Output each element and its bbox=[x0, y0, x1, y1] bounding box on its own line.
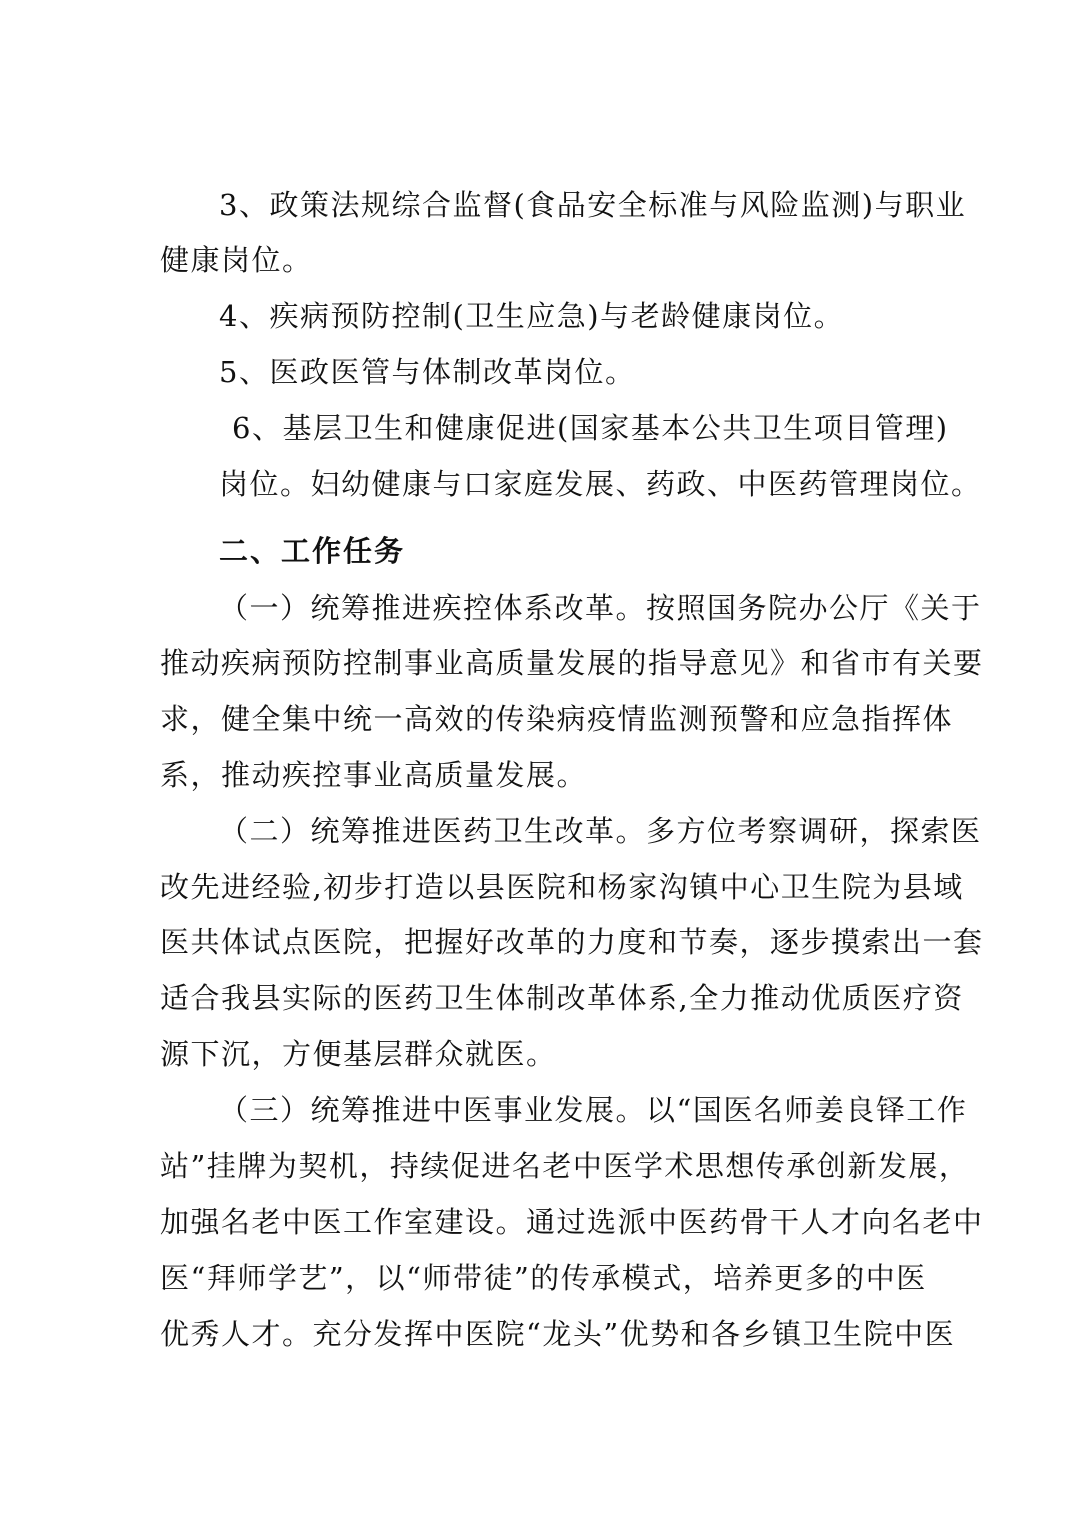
paragraph-line: 系，推动疾控事业高质量发展。 bbox=[160, 758, 588, 792]
paragraph-line: （二）统筹推进医药卫生改革。多方位考察调研，探索医 bbox=[219, 814, 982, 848]
paragraph-line: 适合我县实际的医药卫生体制改革体系,全力推动优质医疗资 bbox=[160, 981, 964, 1015]
list-item-3: 3、政策法规综合监督(食品安全标准与风险监测)与职业 bbox=[219, 188, 967, 222]
paragraph-line: （一）统筹推进疾控体系改革。按照国务院办公厅《关于 bbox=[219, 591, 982, 625]
list-item-3-continued: 健康岗位。 bbox=[160, 243, 313, 277]
list-item-6: 6、基层卫生和健康促进(国家基本公共卫生项目管理) bbox=[232, 411, 949, 445]
paragraph-line: 加强名老中医工作室建设。通过选派中医药骨干人才向名老中 bbox=[160, 1205, 984, 1239]
list-item-5: 5、医政医管与体制改革岗位。 bbox=[219, 355, 636, 389]
section-heading: 二、工作任务 bbox=[219, 534, 406, 568]
paragraph-line: 源下沉，方便基层群众就医。 bbox=[160, 1037, 557, 1071]
paragraph-line: 医“拜师学艺”，以“师带徒”的传承模式，培养更多的中医 bbox=[160, 1261, 927, 1295]
list-item-6-continued: 岗位。妇幼健康与口家庭发展、药政、中医药管理岗位。 bbox=[219, 467, 982, 501]
paragraph-line: 改先进经验,初步打造以县医院和杨家沟镇中心卫生院为县域 bbox=[160, 870, 964, 904]
paragraph-line: 优秀人才。充分发挥中医院“龙头”优势和各乡镇卫生院中医 bbox=[160, 1317, 956, 1351]
paragraph-line: 医共体试点医院，把握好改革的力度和节奏，逐步摸索出一套 bbox=[160, 925, 984, 959]
list-item-4: 4、疾病预防控制(卫生应急)与老龄健康岗位。 bbox=[219, 299, 845, 333]
paragraph-line: （三）统筹推进中医事业发展。以“国医名师姜良铎工作 bbox=[219, 1093, 968, 1127]
paragraph-line: 推动疾病预防控制事业高质量发展的指导意见》和省市有关要 bbox=[160, 646, 984, 680]
paragraph-line: 求，健全集中统一高效的传染病疫情监测预警和应急指挥体 bbox=[160, 702, 954, 736]
paragraph-line: 站”挂牌为契机，持续促进名老中医学术思想传承创新发展， bbox=[160, 1149, 970, 1183]
